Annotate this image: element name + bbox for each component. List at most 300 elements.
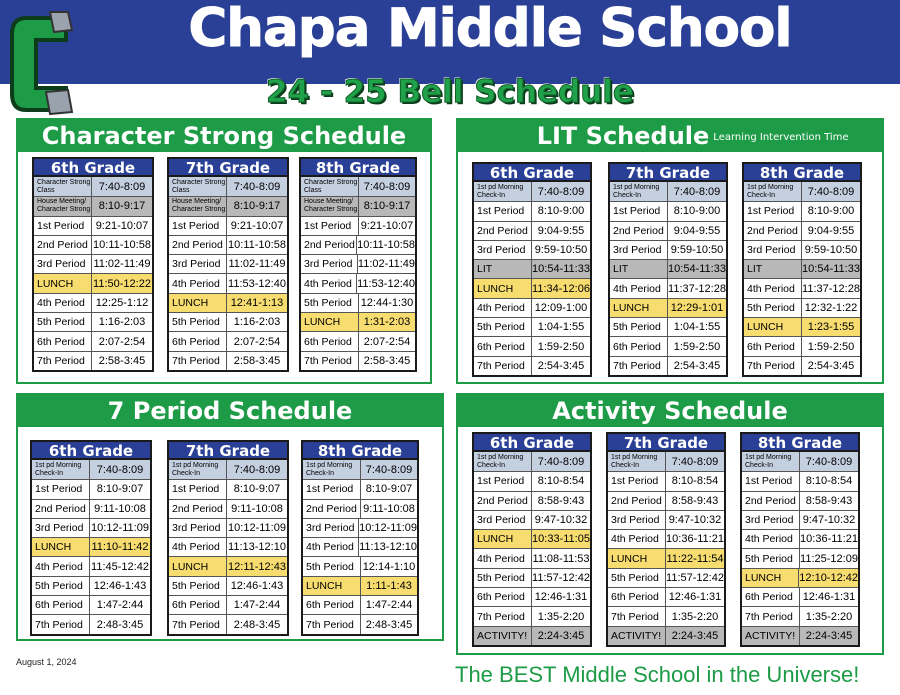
period-label: 5th Period <box>742 549 800 567</box>
schedule-row <box>474 491 590 510</box>
period-time: 8:10-9:17 <box>98 200 146 213</box>
period-time: 9:04-9:55 <box>537 224 585 237</box>
period-time: 9:47-10:32 <box>802 514 856 527</box>
period-label: 7th Period <box>744 357 802 375</box>
period-label: LUNCH <box>169 294 227 312</box>
period-label: 3rd Period <box>169 255 227 273</box>
grade-table <box>167 157 289 372</box>
grade-heading: 7th Grade <box>169 442 287 460</box>
schedule-row <box>32 479 150 498</box>
period-label: 4th Period <box>608 530 666 548</box>
period-time: 10:33-11:05 <box>532 533 590 546</box>
schedule-row <box>34 196 152 215</box>
lunch-row <box>610 298 726 317</box>
period-label: 6th Period <box>744 337 802 355</box>
schedule-row <box>744 298 860 317</box>
schedule-row <box>34 331 152 350</box>
school-name: Chapa Middle School <box>188 0 792 59</box>
schedule-row <box>608 491 724 510</box>
schedule-row <box>610 317 726 336</box>
period-time: 2:58-3:45 <box>363 354 411 367</box>
period-time: 10:11-10:58 <box>228 239 286 252</box>
period-time: 7:40-8:09 <box>233 180 281 193</box>
lunch-row <box>474 529 590 548</box>
period-time: 1:31-2:03 <box>363 316 411 329</box>
period-label: 4th Period <box>303 538 359 556</box>
schedule-row <box>610 278 726 297</box>
period-time: 7:40-8:09 <box>233 463 281 476</box>
grade-table <box>608 162 728 377</box>
panel-title: Activity Schedule <box>458 395 882 427</box>
period-time: 1:59-2:50 <box>673 340 721 353</box>
schedule-row <box>742 548 858 567</box>
period-label: House Meeting/ Character Strong <box>169 197 227 215</box>
schedule-row <box>303 479 417 498</box>
period-time: 11:08-11:53 <box>532 552 590 565</box>
schedule-row <box>169 235 287 254</box>
period-time: 7:40-8:09 <box>537 455 585 468</box>
period-time: 7:40-8:09 <box>365 463 413 476</box>
period-time: 8:10-9:00 <box>807 205 855 218</box>
schedule-row <box>474 452 590 471</box>
period-label: 1st Period <box>474 472 532 490</box>
period-time: 8:10-9:07 <box>365 483 413 496</box>
period-time: 1:35-2:20 <box>805 610 853 623</box>
period-label: 5th Period <box>474 569 532 587</box>
schedule-row <box>169 460 287 479</box>
period-label: 1st pd Morning Check-In <box>169 460 227 479</box>
period-time: 1:04-1:55 <box>673 321 721 334</box>
schedule-row <box>169 614 287 633</box>
period-label: 1st pd Morning Check-In <box>744 182 802 201</box>
period-label: 5th Period <box>169 313 227 331</box>
grade-table <box>740 432 860 647</box>
period-time: 9:47-10:32 <box>534 514 588 527</box>
schedule-row <box>169 351 287 370</box>
period-time: 7:40-8:09 <box>98 180 146 193</box>
schedule-row <box>169 216 287 235</box>
schedule-row <box>474 568 590 587</box>
footer-tagline: The BEST Middle School in the Universe! <box>455 662 860 687</box>
period-time: 12:25-1:12 <box>95 296 149 309</box>
period-label: 6th Period <box>474 588 532 606</box>
period-label: LUNCH <box>610 299 668 317</box>
period-label: 2nd Period <box>34 236 92 254</box>
lunch-row <box>34 273 152 292</box>
schedule-row <box>169 595 287 614</box>
period-label: 6th Period <box>34 332 92 350</box>
period-time: 1:47-2:44 <box>96 599 144 612</box>
period-time: 9:21-10:07 <box>230 219 284 232</box>
period-label: ACTIVITY! <box>608 627 666 645</box>
grade-table <box>299 157 417 372</box>
period-label: 5th Period <box>744 299 802 317</box>
period-label: 4th Period <box>169 538 227 556</box>
schedule-row <box>169 576 287 595</box>
period-label: 1st Period <box>169 480 227 498</box>
period-time: 1:11-1:43 <box>366 579 412 592</box>
period-time: 9:59-10:50 <box>670 244 724 257</box>
period-time: 11:53-12:40 <box>228 277 286 290</box>
period-label: 1st Period <box>474 202 532 220</box>
schedule-row <box>169 254 287 273</box>
schedule-row <box>474 201 590 220</box>
period-time: 1:59-2:50 <box>537 340 585 353</box>
period-label: 4th Period <box>32 557 90 575</box>
period-label: 4th Period <box>301 274 357 292</box>
period-label: 3rd Period <box>303 519 359 537</box>
period-time: 9:11-10:08 <box>94 502 146 515</box>
period-label: 1st pd Morning Check-In <box>742 452 800 471</box>
schedule-row <box>744 336 860 355</box>
period-label: 7th Period <box>742 607 800 625</box>
schedule-row <box>474 510 590 529</box>
period-label: Character Strong Class <box>34 177 92 196</box>
period-time: 8:58-9:43 <box>805 494 853 507</box>
period-label: 3rd Period <box>169 519 227 537</box>
schedule-row <box>303 518 417 537</box>
period-label: LUNCH <box>32 538 90 556</box>
period-label: House Meeting/ Character Strong <box>34 197 92 215</box>
period-time: 11:02-11:49 <box>228 258 286 271</box>
schedule-row <box>742 471 858 490</box>
period-time: 8:10-9:00 <box>673 205 721 218</box>
schedule-row <box>32 460 150 479</box>
period-label: 7th Period <box>169 352 227 370</box>
period-time: 11:13-12:10 <box>228 541 286 554</box>
period-time: 1:16-2:03 <box>233 316 281 329</box>
period-time: 2:48-3:45 <box>96 618 144 631</box>
period-time: 9:59-10:50 <box>804 244 858 257</box>
period-label: 6th Period <box>169 596 227 614</box>
period-label: 4th Period <box>742 530 800 548</box>
schedule-row <box>301 196 415 215</box>
period-label: 6th Period <box>610 337 668 355</box>
period-time: 1:16-2:03 <box>98 316 146 329</box>
period-label: 1st Period <box>742 472 800 490</box>
schedule-row <box>301 331 415 350</box>
schedule-row <box>301 216 415 235</box>
period-label: LUNCH <box>742 569 799 587</box>
schedule-row <box>742 452 858 471</box>
grade-table <box>30 440 152 636</box>
period-time: 12:46-1:43 <box>93 579 147 592</box>
period-label: 2nd Period <box>169 236 227 254</box>
period-time: 12:41-1:13 <box>230 296 284 309</box>
period-time: 2:07-2:54 <box>98 335 146 348</box>
period-label: LUNCH <box>474 279 532 297</box>
lunch-row <box>301 312 415 331</box>
schedule-row <box>474 259 590 278</box>
schedule-row <box>608 568 724 587</box>
period-time: 10:54-11:33 <box>668 263 726 276</box>
lunch-row <box>32 537 150 556</box>
schedule-row <box>608 587 724 606</box>
grade-table <box>606 432 726 647</box>
period-time: 11:13-12:10 <box>359 541 417 554</box>
period-time: 9:47-10:32 <box>668 514 722 527</box>
schedule-row <box>34 216 152 235</box>
schedule-row <box>169 518 287 537</box>
period-time: 2:48-3:45 <box>365 618 413 631</box>
period-label: 7th Period <box>301 352 359 370</box>
period-time: 2:24-3:45 <box>671 629 719 642</box>
period-time: 12:44-1:30 <box>360 296 414 309</box>
schedule-row <box>610 259 726 278</box>
schedule-row <box>742 510 858 529</box>
period-time: 9:04-9:55 <box>807 224 855 237</box>
period-time: 2:48-3:45 <box>233 618 281 631</box>
period-time: 10:12-11:09 <box>359 522 417 535</box>
period-time: 12:14-1:10 <box>362 560 416 573</box>
period-label: 1st Period <box>610 202 668 220</box>
schedule-row <box>169 537 287 556</box>
schedule-row <box>301 177 415 196</box>
period-time: 11:10-11:42 <box>91 541 149 554</box>
period-time: 10:11-10:58 <box>357 239 415 252</box>
period-time: 1:47-2:44 <box>365 599 413 612</box>
period-label: 2nd Period <box>32 500 90 518</box>
schedule-row <box>301 351 415 370</box>
period-label: 6th Period <box>169 332 227 350</box>
schedule-row <box>34 254 152 273</box>
school-logo-c-icon <box>6 10 78 118</box>
period-label: 3rd Period <box>301 255 358 273</box>
schedule-row <box>169 273 287 292</box>
period-time: 9:21-10:07 <box>95 219 149 232</box>
period-time: 2:07-2:54 <box>233 335 281 348</box>
grade-heading: 7th Grade <box>169 159 287 177</box>
grade-heading: 8th Grade <box>744 164 860 182</box>
period-label: 2nd Period <box>301 236 357 254</box>
schedule-row <box>610 240 726 259</box>
period-label: 5th Period <box>610 318 668 336</box>
period-time: 7:40-8:09 <box>673 185 721 198</box>
period-time: 2:54-3:45 <box>673 359 721 372</box>
period-time: 7:40-8:09 <box>96 463 144 476</box>
panel-title: 7 Period Schedule <box>18 395 442 427</box>
period-time: 12:09-1:00 <box>534 301 588 314</box>
period-label: 4th Period <box>744 279 802 297</box>
period-time: 12:46-1:31 <box>534 591 588 604</box>
period-time: 12:46-1:31 <box>802 591 856 604</box>
period-time: 12:46-1:43 <box>230 579 284 592</box>
period-label: LIT <box>474 260 532 278</box>
period-time: 10:12-11:09 <box>228 522 286 535</box>
schedule-row <box>608 606 724 625</box>
schedule-row <box>610 182 726 201</box>
period-label: 4th Period <box>610 279 668 297</box>
schedule-row <box>32 518 150 537</box>
schedule-row <box>34 177 152 196</box>
grade-heading: 6th Grade <box>474 164 590 182</box>
period-time: 11:37-12:28 <box>802 282 860 295</box>
schedule-row <box>474 626 590 645</box>
grade-heading: 8th Grade <box>303 442 417 460</box>
period-label: 7th Period <box>474 607 532 625</box>
period-label: Character Strong Class <box>301 177 359 196</box>
schedule-row <box>474 336 590 355</box>
period-label: 6th Period <box>742 588 800 606</box>
period-label: 1st pd Morning Check-In <box>474 182 532 201</box>
period-label: 7th Period <box>32 615 90 633</box>
period-label: 3rd Period <box>32 519 90 537</box>
period-label: 3rd Period <box>474 511 532 529</box>
schedule-row <box>169 196 287 215</box>
period-time: 11:37-12:28 <box>668 282 726 295</box>
period-time: 9:59-10:50 <box>534 244 588 257</box>
lunch-row <box>742 568 858 587</box>
lunch-row <box>169 556 287 575</box>
period-label: 1st Period <box>303 480 361 498</box>
period-time: 11:57-12:42 <box>666 571 724 584</box>
schedule-row <box>744 182 860 201</box>
period-label: 3rd Period <box>474 241 532 259</box>
grade-heading: 7th Grade <box>608 434 724 452</box>
period-label: 2nd Period <box>474 492 532 510</box>
period-label: 2nd Period <box>742 492 800 510</box>
grade-table <box>32 157 154 372</box>
period-time: 1:35-2:20 <box>671 610 719 623</box>
period-label: 7th Period <box>34 352 92 370</box>
period-label: 1st Period <box>34 217 92 235</box>
panel-header <box>458 120 882 152</box>
period-label: 1st pd Morning Check-In <box>610 182 668 201</box>
period-label: 4th Period <box>169 274 227 292</box>
schedule-row <box>744 259 860 278</box>
period-label: 1st Period <box>32 480 90 498</box>
period-label: 6th Period <box>608 588 666 606</box>
period-label: 1st pd Morning Check-In <box>474 452 532 471</box>
schedule-row <box>34 351 152 370</box>
period-label: 2nd Period <box>169 500 227 518</box>
schedule-row <box>34 293 152 312</box>
schedule-row <box>744 278 860 297</box>
period-time: 10:54-11:33 <box>802 263 860 276</box>
lunch-row <box>303 576 417 595</box>
period-label: LIT <box>610 260 668 278</box>
period-label: LUNCH <box>303 577 361 595</box>
period-time: 10:54-11:33 <box>532 263 590 276</box>
schedule-row <box>474 298 590 317</box>
schedule-row <box>474 548 590 567</box>
period-label: 1st pd Morning Check-In <box>32 460 90 479</box>
period-time: 2:54-3:45 <box>807 359 855 372</box>
period-time: 8:58-9:43 <box>671 494 719 507</box>
lunch-row <box>474 278 590 297</box>
period-time: 7:40-8:09 <box>363 180 411 193</box>
schedule-row <box>32 595 150 614</box>
period-label: 5th Period <box>32 577 90 595</box>
period-label: 5th Period <box>303 557 361 575</box>
period-label: LUNCH <box>474 530 532 548</box>
period-time: 12:46-1:31 <box>668 591 722 604</box>
schedule-row <box>608 510 724 529</box>
schedule-row <box>34 235 152 254</box>
grade-table <box>301 440 419 636</box>
period-label: ACTIVITY! <box>474 627 532 645</box>
period-label: ACTIVITY! <box>742 627 800 645</box>
schedule-row <box>169 331 287 350</box>
schedule-row <box>610 356 726 375</box>
schedule-row <box>610 221 726 240</box>
period-time: 8:58-9:43 <box>537 494 585 507</box>
schedule-row <box>744 221 860 240</box>
period-time: 10:11-10:58 <box>93 239 151 252</box>
period-time: 1:35-2:20 <box>537 610 585 623</box>
grade-heading: 6th Grade <box>32 442 150 460</box>
period-label: LUNCH <box>34 274 92 292</box>
period-label: 5th Period <box>34 313 92 331</box>
period-time: 1:59-2:50 <box>807 340 855 353</box>
period-time: 8:10-8:54 <box>805 475 853 488</box>
period-label: 6th Period <box>303 596 361 614</box>
period-time: 7:40-8:09 <box>805 455 853 468</box>
period-time: 10:36-11:21 <box>800 533 858 546</box>
schedule-row <box>742 606 858 625</box>
period-time: 1:47-2:44 <box>233 599 281 612</box>
period-label: 6th Period <box>32 596 90 614</box>
schedule-row <box>303 499 417 518</box>
period-label: LUNCH <box>744 318 802 336</box>
grade-heading: 8th Grade <box>301 159 415 177</box>
period-label: 7th Period <box>608 607 666 625</box>
panel-title: Character Strong Schedule <box>18 120 430 152</box>
schedule-row <box>303 537 417 556</box>
period-time: 11:57-12:42 <box>532 571 590 584</box>
period-time: 8:10-8:54 <box>671 475 719 488</box>
period-time: 7:40-8:09 <box>807 185 855 198</box>
period-label: 2nd Period <box>610 222 668 240</box>
period-label: 5th Period <box>608 569 666 587</box>
period-time: 12:10-12:42 <box>799 571 858 584</box>
schedule-row <box>32 499 150 518</box>
period-label: 7th Period <box>474 357 532 375</box>
period-label: 5th Period <box>301 294 359 312</box>
schedule-row <box>34 312 152 331</box>
period-time: 2:58-3:45 <box>98 354 146 367</box>
period-time: 1:23-1:55 <box>807 321 855 334</box>
period-label: 4th Period <box>474 549 532 567</box>
grade-table <box>167 440 289 636</box>
schedule-row <box>301 273 415 292</box>
schedule-row <box>301 235 415 254</box>
schedule-row <box>474 240 590 259</box>
period-time: 2:07-2:54 <box>363 335 411 348</box>
period-time: 9:21-10:07 <box>360 219 414 232</box>
period-label: LUNCH <box>608 549 666 567</box>
period-time: 11:25-12:09 <box>800 552 858 565</box>
period-time: 10:12-11:09 <box>91 522 149 535</box>
schedule-row <box>169 312 287 331</box>
schedule-row <box>474 356 590 375</box>
period-label: 4th Period <box>474 299 532 317</box>
schedule-row <box>474 471 590 490</box>
grade-table <box>472 162 592 377</box>
period-label: 2nd Period <box>303 500 361 518</box>
period-label: 3rd Period <box>608 511 666 529</box>
period-label: LIT <box>744 260 802 278</box>
period-time: 11:34-12:06 <box>532 282 590 295</box>
schedule-row <box>303 556 417 575</box>
period-time: 11:22-11:54 <box>666 552 724 565</box>
schedule-row <box>610 201 726 220</box>
period-time: 11:53-12:40 <box>357 277 415 290</box>
period-time: 8:10-9:00 <box>537 205 585 218</box>
period-label: 6th Period <box>301 332 359 350</box>
schedule-row <box>169 177 287 196</box>
panel-subtitle: Learning Intervention Time <box>713 131 849 143</box>
